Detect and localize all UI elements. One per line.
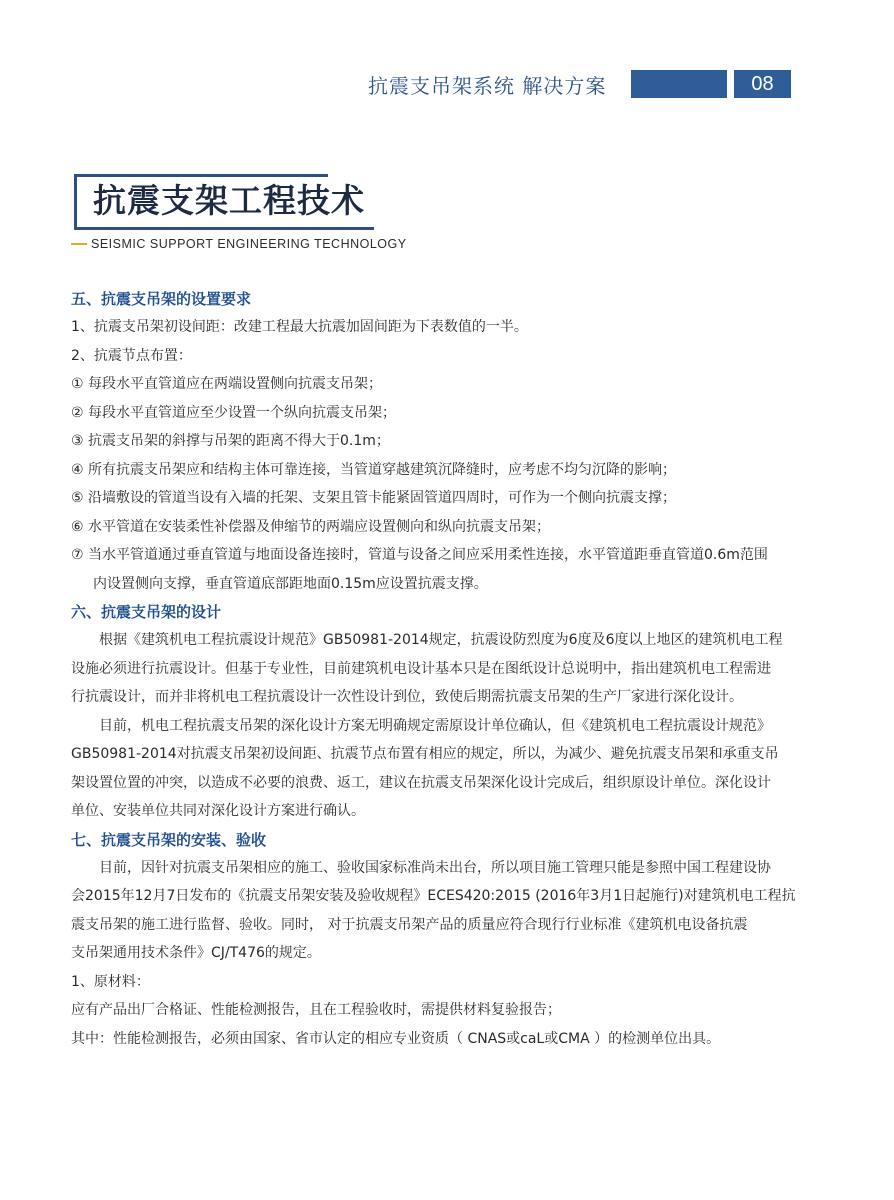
heading-design: 六、抗震支吊架的设计 <box>71 603 222 621</box>
document-title: 抗震支吊架系统 解决方案 <box>368 74 607 98</box>
list-item: ⑤ 沿墙敷设的管道当设有入墙的托架、支架且管卡能紧固管道四周时，可作为一个侧向抗震支撑； <box>71 490 676 506</box>
subtitle-dash <box>71 243 87 245</box>
paragraph-line: 架设置位置的冲突，以造成不必要的浪费、返工，建议在抗震支吊架深化设计完成后，组织原设计单位。深化设计 <box>71 774 771 791</box>
section-title: 抗震支架工程技术 <box>93 178 397 224</box>
paragraph: 2、抗震节点布置： <box>71 347 192 364</box>
page-number: 08 <box>734 70 791 98</box>
paragraph: 1、抗震支吊架初设间距：改建工程最大抗震加固间距为下表数值的一半。 <box>71 319 528 335</box>
body-content <box>71 285 801 1053</box>
paragraph-line: 行抗震设计，而并非将机电工程抗震设计一次性设计到位，致使后期需抗震支吊架的生产厂家进行深化设计。 <box>71 689 743 705</box>
paragraph-line: 震支吊架的施工进行监督、验收。同时， 对于抗震支吊架产品的质量应符合现行行业标准《建筑机电设备抗震 <box>71 916 748 933</box>
paragraph-line: 会2015年12月7日发布的《抗震支吊架安装及验收规程》ECES420:2015 (2016年3月1日起施行)对建筑机电工程抗 <box>71 888 796 904</box>
paragraph: 应有产品出厂合格证、性能检测报告，且在工程验收时，需提供材料复验报告； <box>71 1002 561 1018</box>
list-item-continuation: 内设置侧向支撑，垂直管道底部距地面0.15m应设置抗震支撑。 <box>93 575 488 592</box>
paragraph-line: 设施必须进行抗震设计。但基于专业性，目前建筑机电设计基本只是在图纸设计总说明中，指出建筑机电工程需进 <box>71 660 771 677</box>
list-item: ⑦ 当水平管道通过垂直管道与地面设备连接时，管道与设备之间应采用柔性连接，水平管道距垂直管道0.6m范围 <box>71 547 768 563</box>
list-item: ② 每段水平直管道应至少设置一个纵向抗震支吊架； <box>71 404 396 421</box>
paragraph: 其中：性能检测报告，必须由国家、省市认定的相应专业资质（ CNAS或caL或CMA ）的检测单位出具。 <box>71 1030 721 1047</box>
list-item: ⑥ 水平管道在安装柔性补偿器及伸缩节的两端应设置侧向和纵向抗震支吊架； <box>71 518 550 535</box>
heading-setup-requirements: 五、抗震支吊架的设置要求 <box>71 290 252 308</box>
paragraph-line: 支吊架通用技术条件》CJ/T476的规定。 <box>71 945 321 961</box>
heading-installation-acceptance: 七、抗震支吊架的安装、验收 <box>71 830 267 849</box>
section-subtitle: SEISMIC SUPPORT ENGINEERING TECHNOLOGY <box>91 237 407 251</box>
paragraph-line: 单位、安装单位共同对深化设计方案进行确认。 <box>71 803 365 819</box>
list-item: ① 每段水平直管道应在两端设置侧向抗震支吊架； <box>71 376 382 392</box>
paragraph-line: GB50981-2014对抗震支吊架初设间距、抗震节点布置有相应的规定，所以，为减少、避免抗震支吊架和承重支吊 <box>71 746 779 762</box>
list-item: ③ 抗震支吊架的斜撑与吊架的距离不得大于0.1m； <box>71 433 390 449</box>
paragraph-line: 目前，机电工程抗震支吊架的深化设计方案无明确规定需原设计单位确认，但《建筑机电工程抗震设计规范》 <box>99 717 771 734</box>
paragraph-line: 目前，因针对抗震支吊架相应的施工、验收国家标准尚未出台，所以项目施工管理只能是参照中国工程建设协 <box>99 859 771 876</box>
list-item: ④ 所有抗震支吊架应和结构主体可靠连接，当管道穿越建筑沉降缝时，应考虑不均匀沉降的影响； <box>71 461 676 478</box>
paragraph: 1、原材料： <box>71 973 150 990</box>
header-accent-bar <box>631 70 727 98</box>
paragraph-line: 根据《建筑机电工程抗震设计规范》GB50981-2014规定，抗震设防烈度为6度及6度以上地区的建筑机电工程 <box>99 632 783 648</box>
